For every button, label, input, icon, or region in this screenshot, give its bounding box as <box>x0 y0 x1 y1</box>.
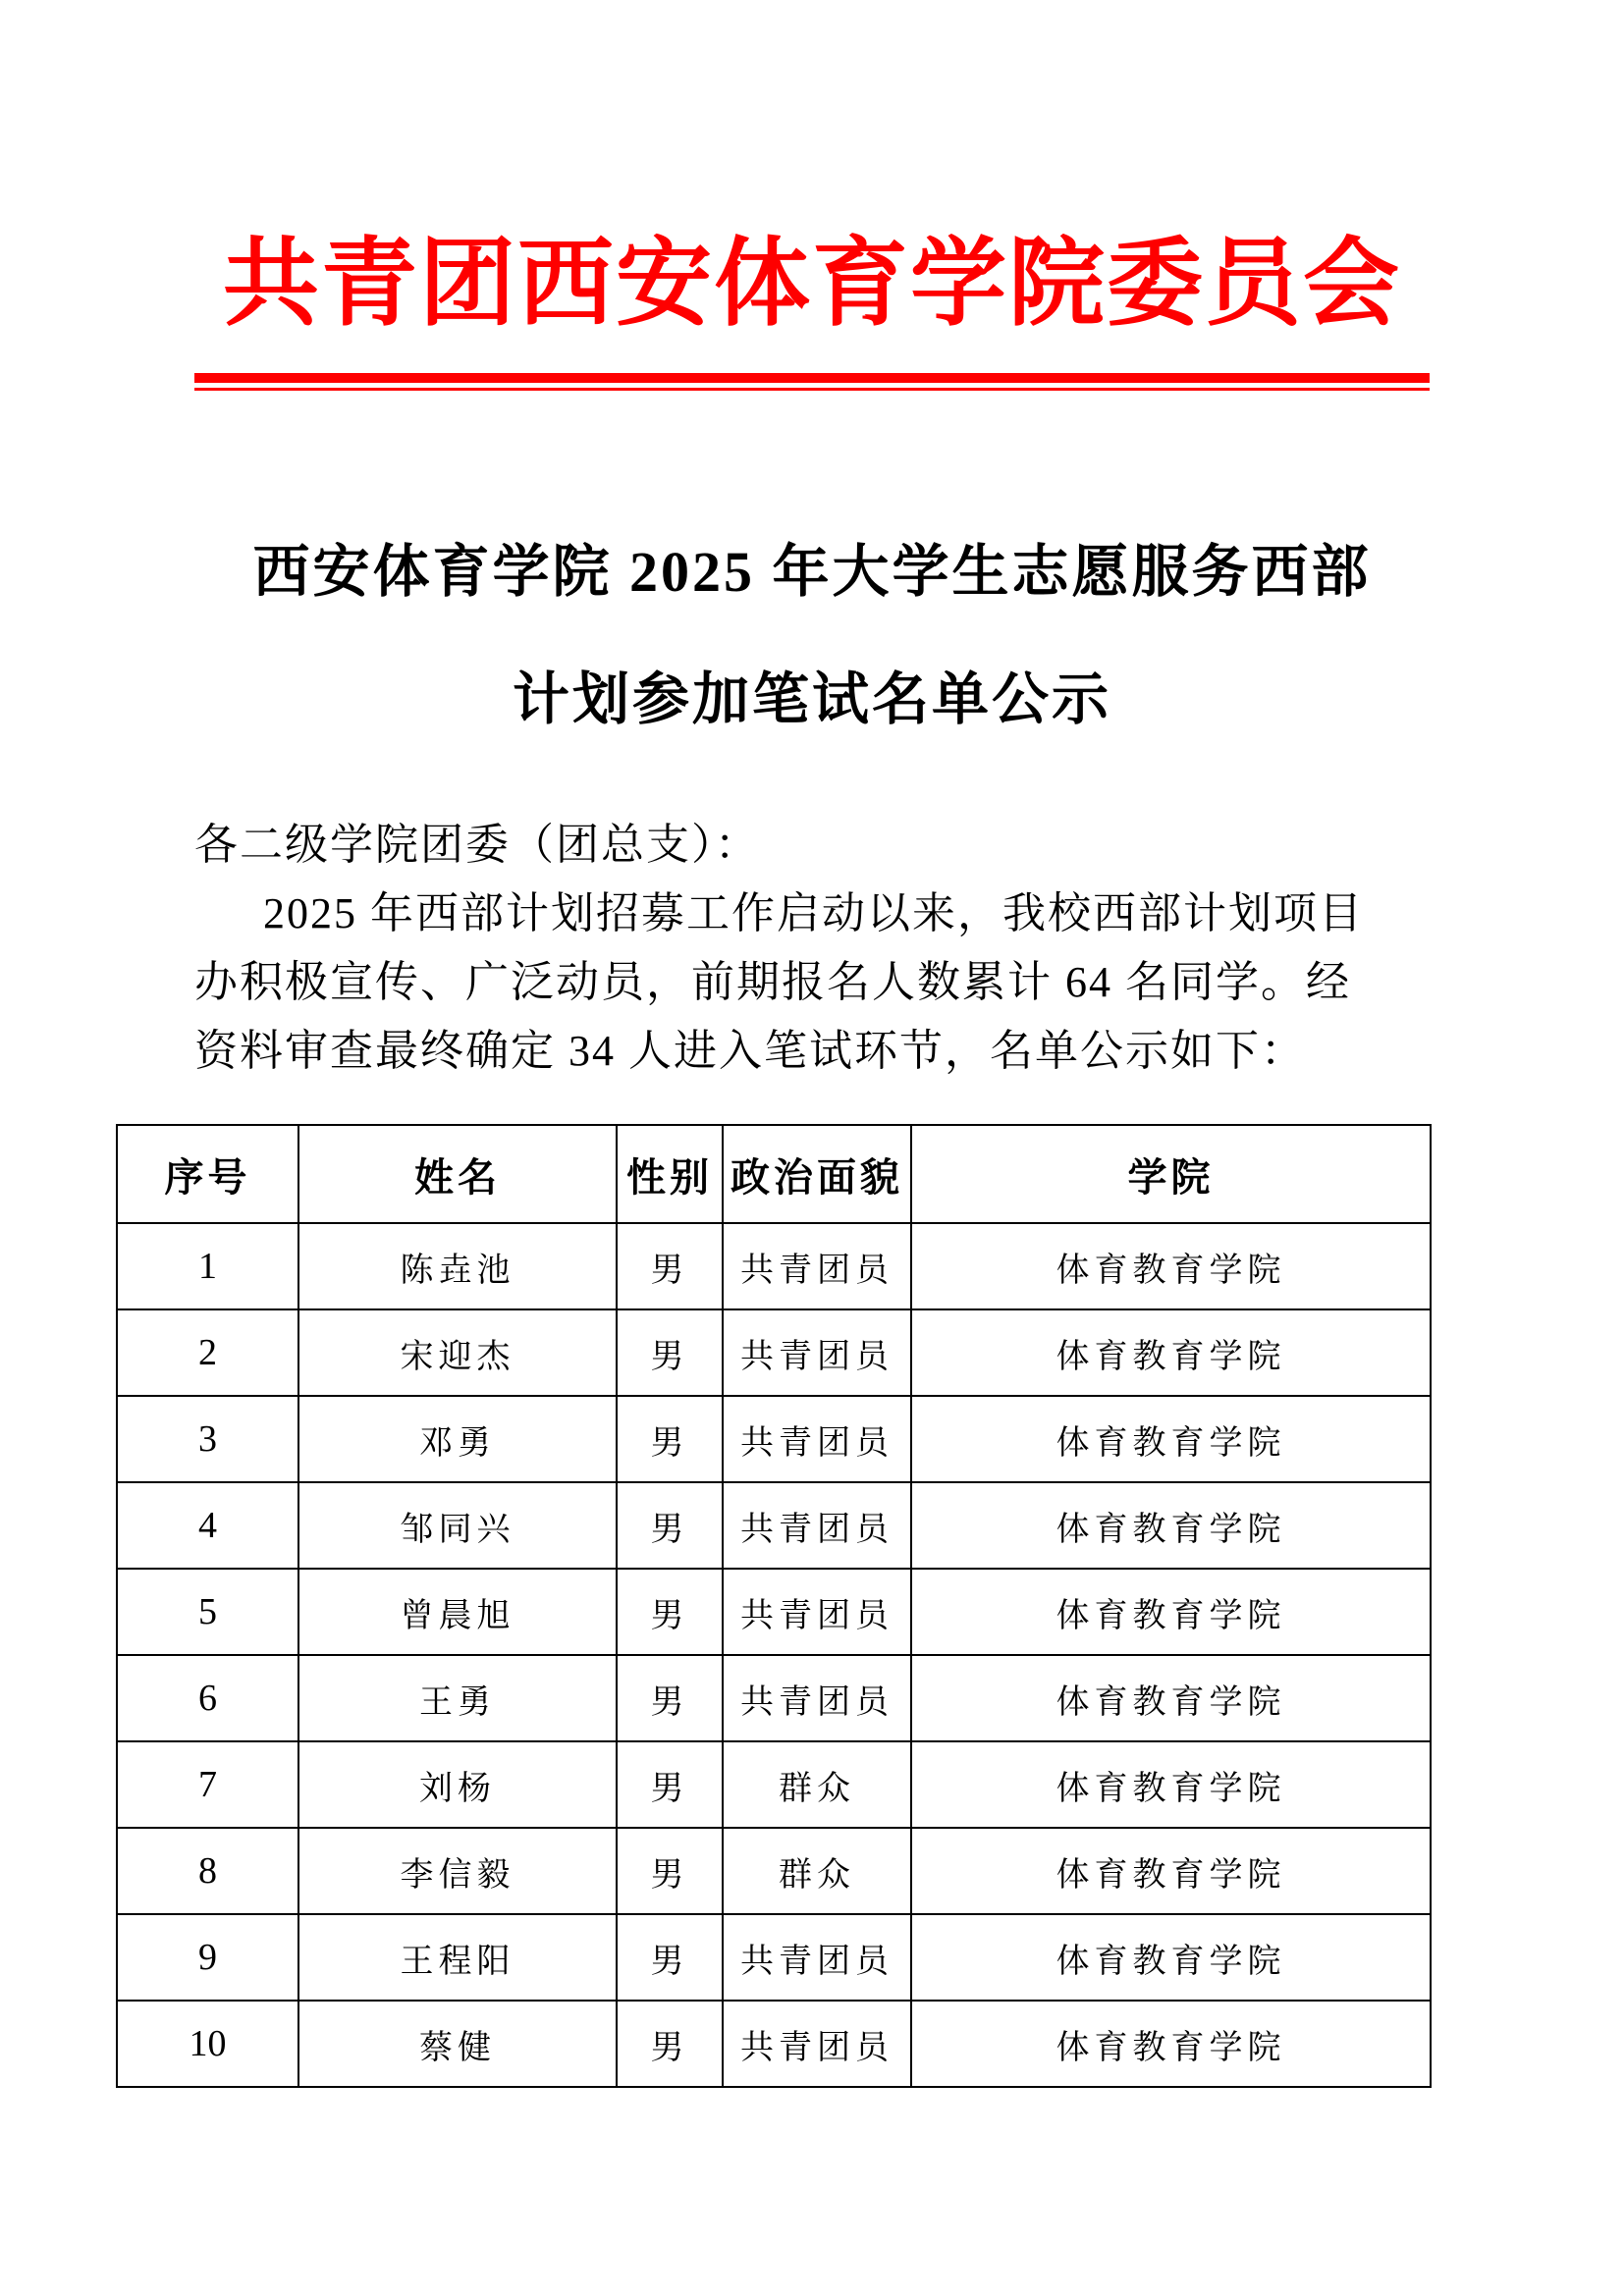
column-header-politics: 政治面貌 <box>723 1125 911 1223</box>
document-title-line2: 计划参加笔试名单公示 <box>512 667 1111 731</box>
cell-college: 体育教育学院 <box>911 2001 1431 2087</box>
cell-college: 体育教育学院 <box>911 1741 1431 1828</box>
cell-name: 李信毅 <box>298 1828 617 1914</box>
table-row <box>117 1396 1431 1482</box>
cell-gender: 男 <box>617 1396 723 1482</box>
document-title <box>116 508 1508 764</box>
table-header-row <box>117 1125 1431 1223</box>
cell-politics: 共青团员 <box>723 1569 911 1655</box>
cell-college: 体育教育学院 <box>911 1396 1431 1482</box>
cell-index: 7 <box>117 1741 298 1828</box>
cell-politics: 群众 <box>723 1741 911 1828</box>
applicant-roster-table <box>116 1124 1432 2088</box>
cell-name: 宋迎杰 <box>298 1309 617 1396</box>
cell-index: 9 <box>117 1914 298 2001</box>
table-row <box>117 1741 1431 1828</box>
cell-index: 2 <box>117 1309 298 1396</box>
document-title-line1: 西安体育学院 2025 年大学生志愿服务西部 <box>252 540 1372 604</box>
table-row <box>117 1914 1431 2001</box>
column-header-gender: 性别 <box>617 1125 723 1223</box>
salutation-line: 各二级学院团委（团总支）： <box>194 821 760 869</box>
cell-index: 3 <box>117 1396 298 1482</box>
table-row <box>117 1223 1431 1309</box>
table-row <box>117 1309 1431 1396</box>
table-row <box>117 1828 1431 1914</box>
cell-gender: 男 <box>617 2001 723 2087</box>
cell-politics: 共青团员 <box>723 1223 911 1309</box>
column-header-college: 学院 <box>911 1125 1431 1223</box>
column-header-name: 姓名 <box>298 1125 617 1223</box>
letterhead-divider-rule <box>194 373 1430 391</box>
cell-index: 6 <box>117 1655 298 1741</box>
cell-gender: 男 <box>617 1223 723 1309</box>
paragraph-line-3: 资料审查最终确定 34 人进入笔试环节，名单公示如下： <box>194 1027 1306 1075</box>
letterhead-org-title: 共青团西安体育学院委员会 <box>222 232 1401 338</box>
cell-college: 体育教育学院 <box>911 1223 1431 1309</box>
cell-name: 蔡健 <box>298 2001 617 2087</box>
cell-college: 体育教育学院 <box>911 1828 1431 1914</box>
cell-index: 10 <box>117 2001 298 2087</box>
cell-gender: 男 <box>617 1914 723 2001</box>
table-row <box>117 1569 1431 1655</box>
cell-index: 4 <box>117 1482 298 1569</box>
cell-gender: 男 <box>617 1655 723 1741</box>
paragraph-line-1: 2025 年西部计划招募工作启动以来，我校西部计划项目 <box>263 889 1364 937</box>
cell-name: 刘杨 <box>298 1741 617 1828</box>
cell-politics: 共青团员 <box>723 1482 911 1569</box>
cell-gender: 男 <box>617 1828 723 1914</box>
cell-college: 体育教育学院 <box>911 1482 1431 1569</box>
cell-name: 王程阳 <box>298 1914 617 2001</box>
cell-gender: 男 <box>617 1309 723 1396</box>
cell-college: 体育教育学院 <box>911 1309 1431 1396</box>
cell-name: 曾晨旭 <box>298 1569 617 1655</box>
cell-politics: 共青团员 <box>723 1655 911 1741</box>
cell-college: 体育教育学院 <box>911 1914 1431 2001</box>
cell-name: 邹同兴 <box>298 1482 617 1569</box>
cell-index: 8 <box>117 1828 298 1914</box>
body-paragraph <box>194 811 1441 1086</box>
cell-name: 陈垚池 <box>298 1223 617 1309</box>
table-row <box>117 1482 1431 1569</box>
column-header-index: 序号 <box>117 1125 298 1223</box>
cell-politics: 共青团员 <box>723 1309 911 1396</box>
table-row <box>117 1655 1431 1741</box>
cell-college: 体育教育学院 <box>911 1655 1431 1741</box>
cell-politics: 共青团员 <box>723 1396 911 1482</box>
cell-gender: 男 <box>617 1741 723 1828</box>
cell-name: 邓勇 <box>298 1396 617 1482</box>
cell-gender: 男 <box>617 1482 723 1569</box>
table-row <box>117 2001 1431 2087</box>
cell-politics: 共青团员 <box>723 2001 911 2087</box>
cell-gender: 男 <box>617 1569 723 1655</box>
cell-politics: 共青团员 <box>723 1914 911 2001</box>
cell-index: 1 <box>117 1223 298 1309</box>
cell-politics: 群众 <box>723 1828 911 1914</box>
cell-college: 体育教育学院 <box>911 1569 1431 1655</box>
cell-name: 王勇 <box>298 1655 617 1741</box>
cell-index: 5 <box>117 1569 298 1655</box>
paragraph-line-2: 办积极宣传、广泛动员，前期报名人数累计 64 名同学。经 <box>194 958 1351 1006</box>
